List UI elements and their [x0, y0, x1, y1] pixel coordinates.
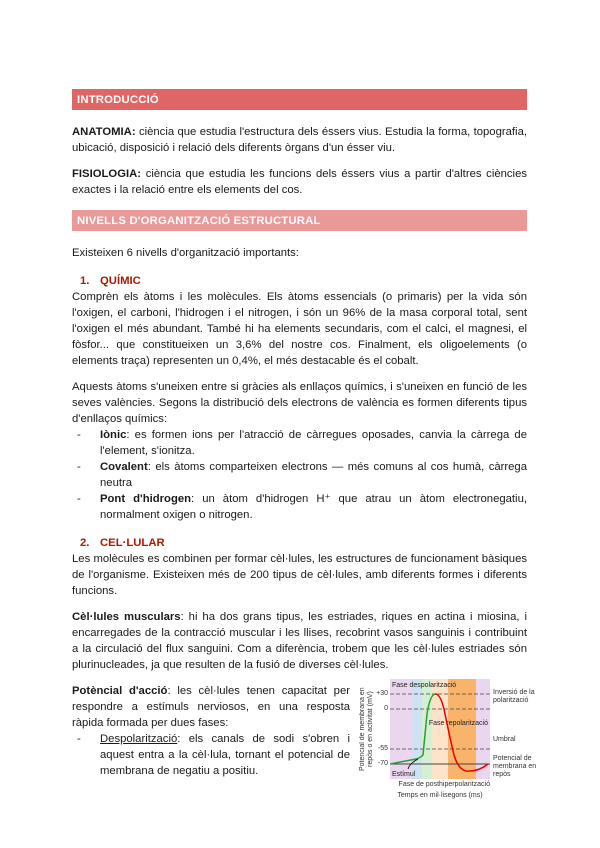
- muscular-term: Cèl·lules musculars: [72, 611, 181, 623]
- label-despolaritzacio: Fase despolarització: [392, 682, 457, 689]
- action-potential-row: [72, 682, 537, 803]
- label-umbral: Umbral: [493, 736, 516, 743]
- x-axis-label: Temps en mil·lisegons (ms): [397, 792, 483, 799]
- plot-area: [390, 679, 490, 779]
- nivells-intro: Existeixen 6 nivells d'organització importants:: [72, 247, 299, 259]
- bullet-term: Iònic: [100, 429, 127, 441]
- fisiologia-text: ciència que estudia les funcions dels éssers vius a partir d'altres ciències exactes i la relació entre els elements del cos.: [72, 168, 527, 196]
- action-potential-paragraph: [72, 683, 350, 731]
- list-item: - Pont d'hidrogen: un àtom d'hidrogen H⁺ que atrau un àtom electronegatiu, normalment oxigen o nitrogen.: [77, 493, 527, 521]
- tick-label: +30: [376, 690, 388, 697]
- label-repos: Potencial de membrana en repòs: [493, 755, 537, 778]
- action-potential-text: : les cèl·lules tenen capacitat per respondre a estímuls nerviosos, en una resposta ràpida formada per dues fases:: [72, 685, 350, 729]
- muscular-text: : hi ha dos grans tipus, les estriades, riques en actina i miosina, i encarregades de la contracció muscular i les llises, recobrint vasos sanguinis i contribuint a la circulació del flux sanguini. Com a diferència, trobem que les cèl·lules estriades són plurinucleades, ja que resulten de la fusió de diverses cèl·lules.: [72, 611, 527, 671]
- fisiologia-paragraph: [72, 166, 527, 198]
- anatomia-paragraph: [72, 124, 527, 156]
- cellular-paragraph-1: Les molècules es combinen per formar cèl·lules, les estructures de funcionament bàsiques de l'organisme. Existeixen més de 200 tipus de cèl·lules, amb diferents formes i diferents funcions.: [72, 553, 527, 597]
- heading-number: 1.: [80, 275, 90, 287]
- y-axis-label: Potencial de membrana en repòs o en activitat (mV): [359, 687, 374, 771]
- bullet-term: Covalent: [100, 461, 148, 473]
- section-header-nivells: NIVELLS D'ORGANITZACIÓ ESTRUCTURAL: [72, 210, 527, 231]
- heading-quimic: [80, 273, 527, 289]
- action-potential-figure: [359, 679, 543, 803]
- tick-label: -70: [377, 760, 388, 767]
- heading-title: QUÍMIC: [100, 275, 141, 287]
- document-body: [72, 89, 537, 803]
- list-item: - Iònic: es formen ions per l'atracció de càrregues oposades, canvia la càrrega de l'element, s'ionitza.: [77, 429, 527, 457]
- heading-number: 2.: [80, 537, 90, 549]
- bullet-term: Pont d'hidrogen: [100, 493, 192, 505]
- action-potential-column: [72, 683, 350, 779]
- anatomia-text: ciència que estudia l'estructura dels éssers vius. Estudia la forma, topografia, ubicació, disposició i relació dels diferents òrgans d'un ésser viu.: [72, 126, 527, 154]
- bullet-text: : els àtoms comparteixen electrons — més comuns al cos humà, càrrega neutra: [100, 461, 527, 489]
- label-inversio: Inversió de la polarització: [493, 689, 535, 704]
- list-item: - Despolarització: els canals de sodi s'obren i aquest entra a la cèl·lula, tornant el potencial de membrana de negatiu a positiu.: [77, 733, 350, 777]
- phase-list: [72, 731, 350, 779]
- anatomia-term: ANATOMIA:: [72, 126, 136, 138]
- tick-label: -55: [377, 745, 388, 752]
- list-item: - Covalent: els àtoms comparteixen electrons — més comuns al cos humà, càrrega neutra: [77, 461, 527, 489]
- label-estimul: Estímul: [392, 771, 416, 778]
- bond-list: [72, 427, 527, 523]
- action-potential-term: Potèncial d'acció: [72, 685, 168, 697]
- section-header-introduccio: INTRODUCCIÓ: [72, 89, 527, 110]
- quimic-paragraph-2: Aquests àtoms s'uneixen entre si gràcies als enllaços químics, i s'uneixen en funció de les seves valències. Segons la distribució dels electrons de valència es formen diferents tipus d'enllaços químics:: [72, 381, 527, 425]
- fisiologia-term: FISIOLOGIA:: [72, 168, 142, 180]
- label-posthiperpolaritzacio: Fase de posthiperpolarització: [398, 781, 490, 788]
- tick-label: 0: [384, 705, 388, 712]
- heading-cellular: [80, 535, 527, 551]
- bullet-text: : es formen ions per l'atracció de càrregues oposades, canvia la càrrega de l'element, s'ionitza.: [100, 429, 527, 457]
- muscular-paragraph: [72, 609, 527, 673]
- heading-title: CEL·LULAR: [100, 537, 165, 549]
- bullet-text: : un àtom d'hidrogen H⁺ que atrau un àtom electronegatiu, normalment oxigen o nitrogen.: [100, 493, 527, 521]
- bullet-term: Despolarització: [100, 733, 178, 745]
- bullet-text: : els canals de sodi s'obren i aquest entra a la cèl·lula, tornant el potencial de membrana de negatiu a positiu.: [100, 733, 350, 777]
- label-repolaritzacio: Fase repolarització: [428, 720, 488, 727]
- quimic-paragraph-1: Comprèn els àtoms i les molècules. Els àtoms essencials (o primaris) per la vida són l'oxigen, el carboni, l'hidrogen i el nitrogen, i són un 96% de la masa corporal total, sent l'oxigen el més abundant. També hi ha elements secundaris, com el calci, el magnesi, el fòsfor... que constitueixen un 3,6% del nostre cos. Finalment, els oligoelements (o elements traça) representen un 0,4%, el més destacable és el cobalt.: [72, 291, 527, 367]
